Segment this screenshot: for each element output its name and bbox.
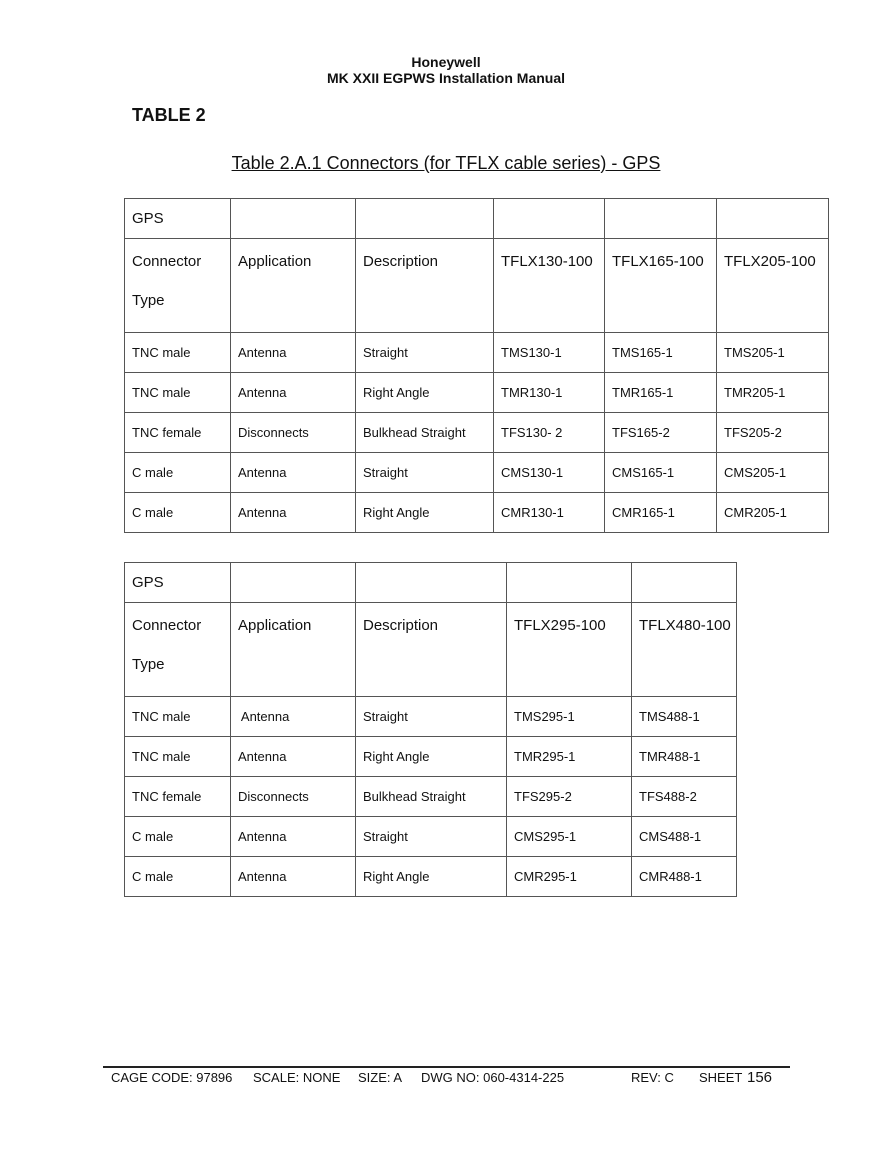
footer-divider <box>103 1066 790 1068</box>
table-cell: Bulkhead Straight <box>356 777 507 817</box>
table-cell: TNC male <box>125 737 231 777</box>
table-cell: Right Angle <box>356 373 494 413</box>
dwg-no: DWG NO: 060-4314-225 <box>421 1070 565 1085</box>
table-cell: TMR295-1 <box>507 737 632 777</box>
table-cell: Right Angle <box>356 737 507 777</box>
table-title-cell: GPS <box>125 563 231 603</box>
table-row <box>125 373 829 413</box>
table-cell: CMS488-1 <box>632 817 737 857</box>
table-header-row <box>125 603 737 697</box>
table-cell: Disconnects <box>231 777 356 817</box>
table-cell: TNC female <box>125 777 231 817</box>
table-cell: Right Angle <box>356 857 507 897</box>
table-row <box>125 453 829 493</box>
table-title-row <box>125 199 829 239</box>
table-title-cell: GPS <box>125 199 231 239</box>
table-cell: CMR295-1 <box>507 857 632 897</box>
connector-table-2 <box>124 562 737 897</box>
page-header <box>0 54 892 86</box>
sheet-number: 156 <box>747 1069 773 1086</box>
table-cell: Antenna <box>231 493 356 533</box>
table-cell: TFS295-2 <box>507 777 632 817</box>
sheet-label: SHEET <box>699 1070 743 1085</box>
table-row <box>125 333 829 373</box>
table-cell: Antenna <box>231 333 356 373</box>
table-cell: Disconnects <box>231 413 356 453</box>
table-cell: CMS295-1 <box>507 817 632 857</box>
header-description: Description <box>356 603 507 697</box>
table-cell: Antenna <box>231 453 356 493</box>
table-cell: Bulkhead Straight <box>356 413 494 453</box>
table-cell: Antenna <box>231 817 356 857</box>
table-cell: TFS205-2 <box>717 413 829 453</box>
table-caption <box>0 153 892 174</box>
table-row <box>125 817 737 857</box>
scale: SCALE: NONE <box>253 1070 341 1085</box>
header-connector-type: Connector Type <box>125 603 231 697</box>
company-name: Honeywell <box>411 54 481 70</box>
table-row <box>125 857 737 897</box>
table-cell: TMR130-1 <box>494 373 605 413</box>
section-title: TABLE 2 <box>132 105 206 125</box>
table-cell: C male <box>125 857 231 897</box>
table-cell: TMS488-1 <box>632 697 737 737</box>
table-cell: TMS165-1 <box>605 333 717 373</box>
header-connector-type: Connector Type <box>125 239 231 333</box>
table-row <box>125 697 737 737</box>
table-cell: TMS295-1 <box>507 697 632 737</box>
manual-title: MK XXII EGPWS Installation Manual <box>326 70 566 86</box>
table-cell: CMR488-1 <box>632 857 737 897</box>
table-cell: CMR205-1 <box>717 493 829 533</box>
table-row <box>125 737 737 777</box>
revision: REV: C <box>631 1070 674 1085</box>
header-tflx205: TFLX205-100 <box>717 239 829 333</box>
table-header-row <box>125 239 829 333</box>
table-caption-text: Table 2.A.1 Connectors (for TFLX cable series) - GPS <box>231 153 661 173</box>
table-cell: Antenna <box>231 857 356 897</box>
header-application: Application <box>231 603 356 697</box>
table-cell: CMR130-1 <box>494 493 605 533</box>
table-cell: TNC male <box>125 373 231 413</box>
table-row <box>125 777 737 817</box>
table-cell: TNC male <box>125 697 231 737</box>
table-cell: TMS130-1 <box>494 333 605 373</box>
table-cell: C male <box>125 817 231 857</box>
header-application: Application <box>231 239 356 333</box>
header-tflx295: TFLX295-100 <box>507 603 632 697</box>
table-cell: TMR165-1 <box>605 373 717 413</box>
table-cell: CMR165-1 <box>605 493 717 533</box>
table-row <box>125 413 829 453</box>
table-cell: TMS205-1 <box>717 333 829 373</box>
header-tflx480: TFLX480-100 <box>632 603 737 697</box>
table-cell: Antenna <box>231 697 356 737</box>
table-cell: CMS165-1 <box>605 453 717 493</box>
table-cell: TNC female <box>125 413 231 453</box>
size: SIZE: A <box>358 1070 403 1085</box>
table-cell: Straight <box>356 333 494 373</box>
table-cell: TFS488-2 <box>632 777 737 817</box>
table-cell: Straight <box>356 453 494 493</box>
table-cell: C male <box>125 453 231 493</box>
header-tflx130: TFLX130-100 <box>494 239 605 333</box>
table-row <box>125 493 829 533</box>
header-tflx165: TFLX165-100 <box>605 239 717 333</box>
table-cell: Right Angle <box>356 493 494 533</box>
table-cell: TMR205-1 <box>717 373 829 413</box>
connector-table-1 <box>124 198 829 533</box>
table-cell: Straight <box>356 697 507 737</box>
table-title-row <box>125 563 737 603</box>
table-cell: Straight <box>356 817 507 857</box>
cage-code: CAGE CODE: 97896 <box>111 1070 233 1085</box>
table-cell: CMS205-1 <box>717 453 829 493</box>
table-cell: TNC male <box>125 333 231 373</box>
table-cell: Antenna <box>231 737 356 777</box>
table-cell: C male <box>125 493 231 533</box>
table-cell: CMS130-1 <box>494 453 605 493</box>
table-cell: TFS130- 2 <box>494 413 605 453</box>
table-cell: Antenna <box>231 373 356 413</box>
table-cell: TFS165-2 <box>605 413 717 453</box>
header-description: Description <box>356 239 494 333</box>
table-cell: TMR488-1 <box>632 737 737 777</box>
